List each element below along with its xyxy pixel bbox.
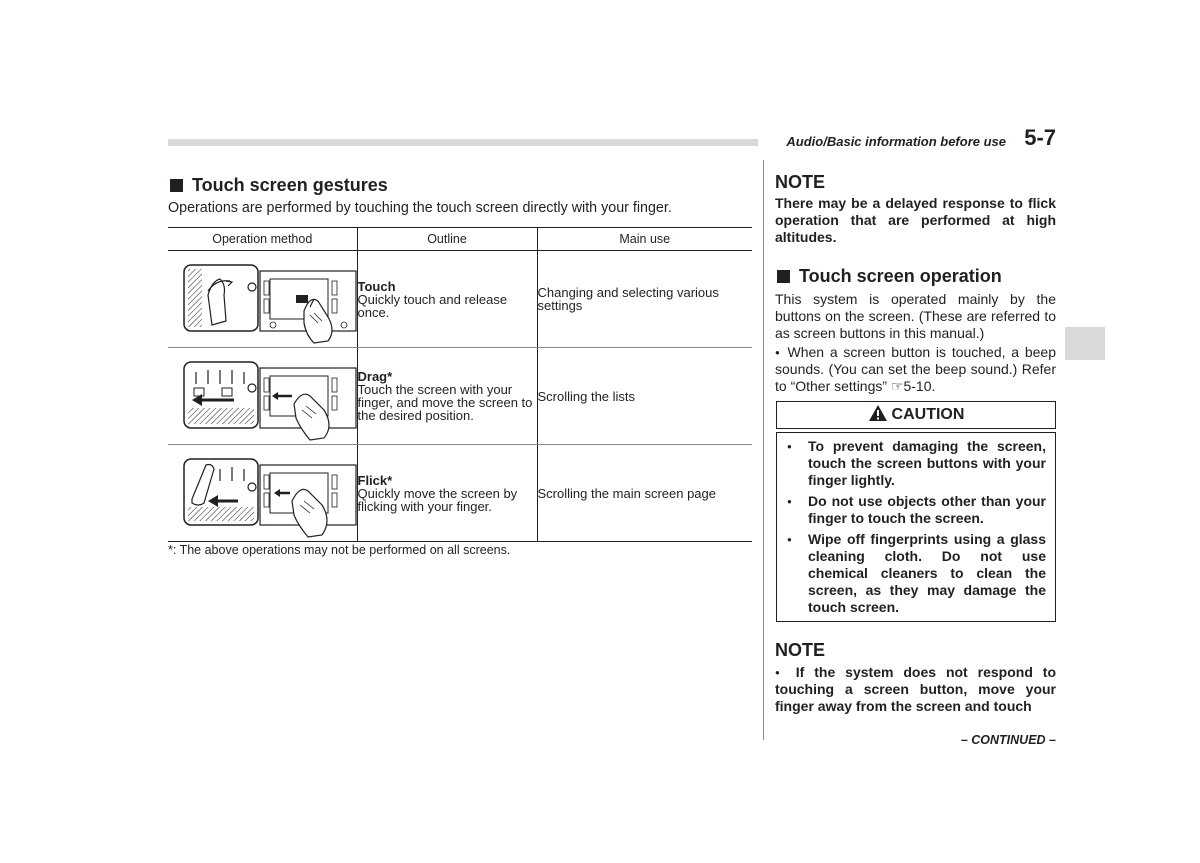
note-heading-2: NOTE	[775, 640, 826, 660]
header-outline: Outline	[357, 228, 537, 251]
main-use-cell: Scrolling the main screen page	[537, 445, 752, 542]
table-header-row	[168, 228, 752, 251]
intro-text: Operations are performed by touching the touch screen directly with your finger.	[168, 200, 672, 216]
table-row	[168, 445, 752, 542]
operation-text: This system is operated mainly by the buttons on the screen. (These are referred to as screen buttons in this manual.)	[775, 291, 1056, 341]
header-operation-method: Operation method	[168, 228, 357, 251]
section-title-operation: Touch screen operation	[777, 266, 1002, 287]
gesture-outline: Quickly move the screen by flicking with your finger.	[357, 485, 518, 514]
flick-gesture-illustration	[168, 445, 357, 539]
outline-cell	[357, 348, 537, 445]
gestures-table	[168, 227, 752, 542]
gesture-name: Touch	[357, 278, 396, 294]
main-use-cell: Scrolling the lists	[537, 348, 752, 445]
bullet-dot-icon: ●	[775, 348, 782, 357]
gesture-name: Flick*	[357, 472, 393, 488]
column-divider	[763, 160, 764, 740]
touch-gesture-illustration	[168, 251, 357, 345]
square-bullet-icon	[777, 270, 790, 283]
main-use-cell: Changing and selecting various settings	[537, 251, 752, 348]
gesture-outline: Touch the screen with your finger, and move the screen to the desired position.	[357, 382, 533, 423]
table-footnote: *: The above operations may not be performed on all screens.	[168, 543, 511, 557]
square-bullet-icon	[170, 179, 183, 192]
page-number: 5-7	[1024, 125, 1056, 150]
list-item: ● Wipe off fingerprints using a glass cleaning cloth. Do not use chemical cleaners to clean the screen, as they may damage the touch screen.	[787, 531, 1046, 616]
gesture-outline: Quickly touch and release once.	[357, 291, 508, 320]
note-text: There may be a delayed response to flick operation that are performed at high altitudes.	[775, 195, 1056, 245]
drag-gesture-illustration	[168, 348, 357, 442]
list-item: ● Do not use objects other than your finger to touch the screen.	[787, 493, 1046, 527]
caution-box	[776, 432, 1056, 622]
touch-illustration-cell	[168, 251, 357, 348]
note-heading: NOTE	[775, 172, 826, 192]
warning-triangle-icon	[868, 404, 888, 422]
bullet-dot-icon: ●	[775, 668, 786, 677]
chapter-tab	[1065, 327, 1105, 360]
header-rule	[168, 139, 758, 146]
gesture-name: Drag*	[357, 369, 393, 384]
section-title-gestures: Touch screen gestures	[170, 175, 388, 196]
running-header: Audio/Basic information before use	[786, 134, 1006, 149]
outline-cell	[357, 251, 537, 348]
table-row	[168, 251, 752, 348]
caution-heading: CAUTION	[776, 401, 1056, 429]
note-text-2: ● If the system does not respond to touching a screen button, move your finger away from the screen and touch	[775, 664, 1056, 714]
drag-illustration-cell	[168, 348, 357, 445]
table-row	[168, 348, 752, 445]
outline-cell	[357, 445, 537, 542]
continued-label: – CONTINUED –	[960, 733, 1056, 747]
list-item: ● To prevent damaging the screen, touch the screen buttons with your finger lightly.	[787, 438, 1046, 489]
operation-bullet: ● When a screen button is touched, a beep sounds. (You can set the beep sound.) Refer to “Other settings” ☞5-10.	[775, 344, 1057, 394]
flick-illustration-cell	[168, 445, 357, 542]
header-main-use: Main use	[537, 228, 752, 251]
caution-list	[777, 433, 1055, 616]
